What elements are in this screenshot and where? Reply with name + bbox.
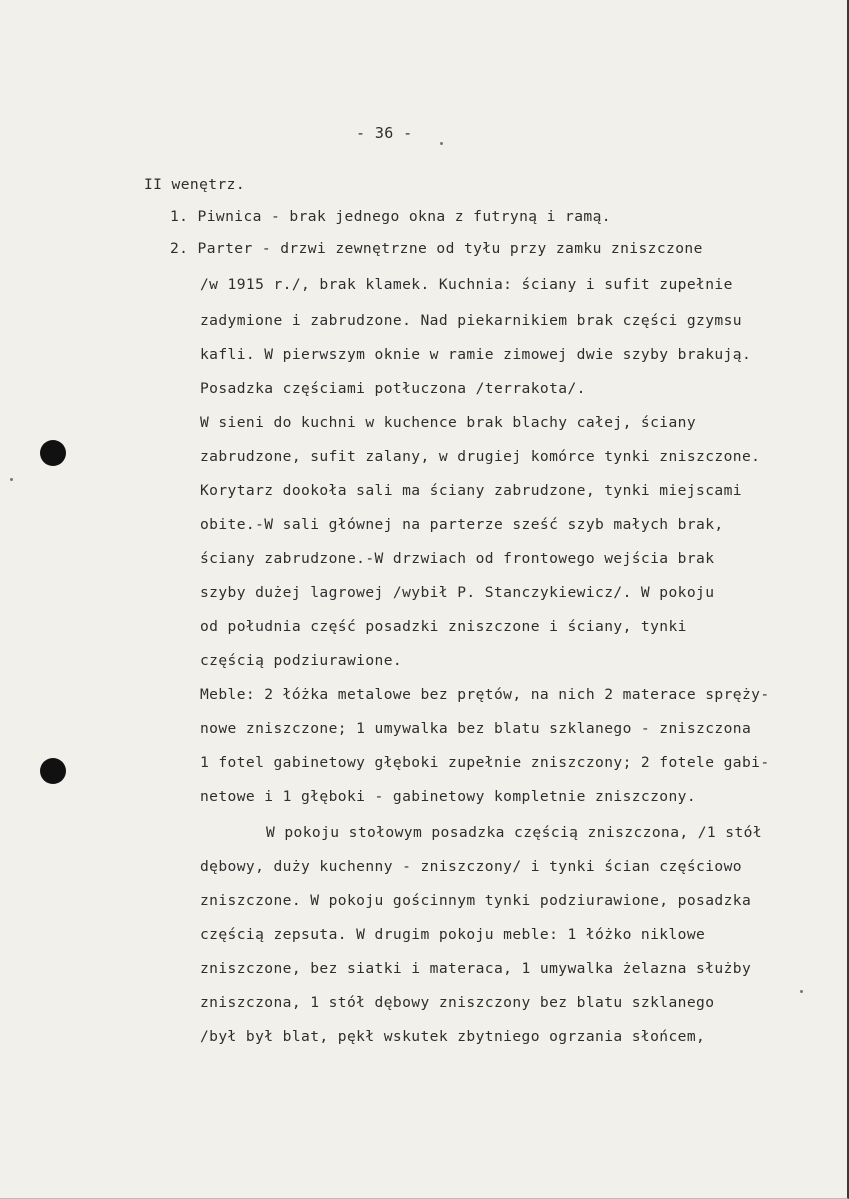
list-item-2: 2. Parter - drzwi zewnętrzne od tyłu przy zamku zniszczone (170, 240, 703, 257)
body-line: częścią podziurawione. (200, 652, 403, 669)
body-line: Posadzka częściami potłuczona /terrakota/. (200, 380, 586, 397)
body-line: Meble: 2 łóżka metalowe bez prętów, na nich 2 materace spręży- (200, 686, 770, 703)
body-line: Korytarz dookoła sali ma ściany zabrudzone, tynki miejscami (200, 482, 742, 499)
page-number: - 36 - (356, 124, 413, 142)
body-line: częścią zepsuta. W drugim pokoju meble: 1 łóżko niklowe (200, 926, 706, 943)
body-line: zabrudzone, sufit zalany, w drugiej komórce tynki zniszczone. (200, 448, 761, 465)
section-heading: II wenętrz. (144, 176, 246, 193)
body-line: /w 1915 r./, brak klamek. Kuchnia: ściany i sufit zupełnie (200, 276, 733, 293)
body-line: /był był blat, pękł wskutek zbytniego ogrzania słońcem, (200, 1028, 706, 1045)
body-line: zniszczona, 1 stół dębowy zniszczony bez blatu szklanego (200, 994, 715, 1011)
body-line: zniszczone. W pokoju gościnnym tynki podziurawione, posadzka (200, 892, 752, 909)
body-line: szyby dużej lagrowej /wybił P. Stanczykiewicz/. W pokoju (200, 584, 715, 601)
body-line: netowe i 1 głęboki - gabinetowy kompletnie zniszczony. (200, 788, 697, 805)
body-line: od południa część posadzki zniszczone i ściany, tynki (200, 618, 687, 635)
body-line: zadymione i zabrudzone. Nad piekarnikiem brak części gzymsu (200, 312, 742, 329)
body-line: 1 fotel gabinetowy głęboki zupełnie zniszczony; 2 fotele gabi- (200, 754, 770, 771)
body-line: zniszczone, bez siatki i materaca, 1 umywalka żelazna służby (200, 960, 752, 977)
body-line: nowe zniszczone; 1 umywalka bez blatu szklanego - zniszczona (200, 720, 752, 737)
body-line: kafli. W pierwszym oknie w ramie zimowej dwie szyby brakują. (200, 346, 752, 363)
body-line: dębowy, duży kuchenny - zniszczony/ i tynki ścian częściowo (200, 858, 742, 875)
body-line: W pokoju stołowym posadzka częścią zniszczona, /1 stół (266, 824, 763, 841)
paper-speck (800, 990, 803, 993)
punch-hole-bottom (40, 758, 66, 784)
body-line: obite.-W sali głównej na parterze sześć szyb małych brak, (200, 516, 724, 533)
body-line: W sieni do kuchni w kuchence brak blachy całej, ściany (200, 414, 697, 431)
list-item-1: 1. Piwnica - brak jednego okna z futryną i ramą. (170, 208, 611, 225)
body-line: ściany zabrudzone.-W drzwiach od frontowego wejścia brak (200, 550, 715, 567)
